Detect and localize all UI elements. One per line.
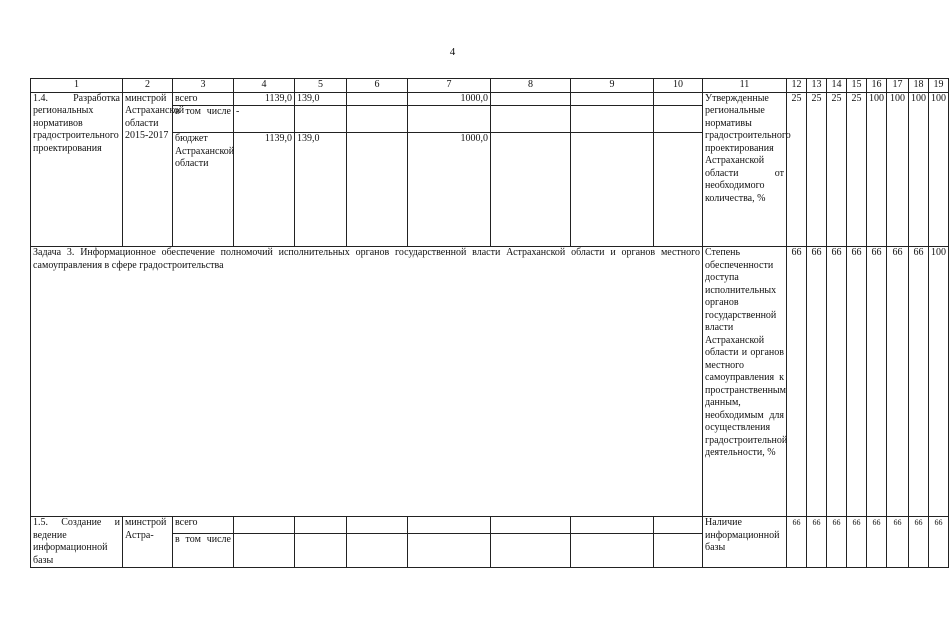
amount-year4-cell bbox=[491, 534, 571, 568]
amount-year4-cell bbox=[491, 92, 571, 106]
table-row bbox=[31, 517, 949, 534]
col-num-9: 9 bbox=[571, 79, 654, 93]
amount-total-cell bbox=[234, 517, 295, 534]
target-cell: 66 bbox=[787, 517, 807, 568]
amount-year5-cell bbox=[571, 106, 654, 133]
amount-year2-cell bbox=[347, 133, 408, 247]
task-row bbox=[31, 247, 949, 517]
amount-year5-cell bbox=[571, 517, 654, 534]
col-num-18: 18 bbox=[909, 79, 929, 93]
target-cell: 66 bbox=[867, 517, 887, 568]
col-num-10: 10 bbox=[654, 79, 703, 93]
funding-source-cell: в том числе bbox=[173, 534, 234, 568]
col-num-1: 1 bbox=[31, 79, 123, 93]
target-cell: 66 bbox=[807, 247, 827, 517]
col-num-5: 5 bbox=[295, 79, 347, 93]
target-cell: 25 bbox=[807, 92, 827, 247]
amount-year6-cell bbox=[654, 534, 703, 568]
amount-total-cell: 1139,0 bbox=[234, 92, 295, 106]
col-num-16: 16 bbox=[867, 79, 887, 93]
target-cell: 100 bbox=[887, 92, 909, 247]
target-cell: 100 bbox=[929, 92, 949, 247]
amount-year4-cell bbox=[491, 133, 571, 247]
task-description-cell: Задача 3. Информационное обеспечение полномочий исполнительных органов государственной власти Астраханской области и органов местного самоуправления в сфере градостроительства bbox=[31, 247, 703, 517]
indicator-cell: Утвержденные региональные нормативы градостроительного проектирования Астраханской области от необходимого количества, % bbox=[703, 92, 787, 247]
target-cell: 66 bbox=[929, 517, 949, 568]
amount-total-cell: 1139,0 bbox=[234, 133, 295, 247]
amount-year3-cell: 1000,0 bbox=[408, 133, 491, 247]
col-num-19: 19 bbox=[929, 79, 949, 93]
amount-year3-cell bbox=[408, 517, 491, 534]
amount-year2-cell bbox=[347, 92, 408, 106]
funding-source-cell: бюджет Астраханской области bbox=[173, 133, 234, 247]
col-num-4: 4 bbox=[234, 79, 295, 93]
target-cell: 66 bbox=[827, 247, 847, 517]
col-num-15: 15 bbox=[847, 79, 867, 93]
amount-year3-cell bbox=[408, 534, 491, 568]
col-num-11: 11 bbox=[703, 79, 787, 93]
col-num-12: 12 bbox=[787, 79, 807, 93]
col-num-3: 3 bbox=[173, 79, 234, 93]
target-cell: 66 bbox=[827, 517, 847, 568]
amount-year6-cell bbox=[654, 106, 703, 133]
amount-year6-cell bbox=[654, 133, 703, 247]
amount-year1-cell: 139,0 bbox=[295, 92, 347, 106]
target-cell: 25 bbox=[787, 92, 807, 247]
activity-name-cell: 1.5. Создание и ведение информационной базы bbox=[31, 517, 123, 568]
amount-year6-cell bbox=[654, 517, 703, 534]
amount-year4-cell bbox=[491, 106, 571, 133]
indicator-cell: Степень обеспеченности доступа исполнительных органов государственной власти Астраханской области и органов местного самоуправления к пространственным данным, необходимым для осуществления градостроительной деятельности, % bbox=[703, 247, 787, 517]
target-cell: 66 bbox=[787, 247, 807, 517]
program-table bbox=[30, 78, 949, 568]
target-cell: 25 bbox=[847, 92, 867, 247]
amount-year1-cell bbox=[295, 517, 347, 534]
col-num-8: 8 bbox=[491, 79, 571, 93]
target-cell: 66 bbox=[909, 517, 929, 568]
amount-total-cell: - bbox=[234, 106, 295, 133]
amount-year4-cell bbox=[491, 517, 571, 534]
funding-source-cell: всего bbox=[173, 92, 234, 106]
target-cell: 66 bbox=[909, 247, 929, 517]
target-cell: 66 bbox=[847, 517, 867, 568]
amount-year3-cell: 1000,0 bbox=[408, 92, 491, 106]
target-cell: 100 bbox=[867, 92, 887, 247]
target-cell: 66 bbox=[847, 247, 867, 517]
column-number-row bbox=[31, 79, 949, 93]
target-cell: 66 bbox=[867, 247, 887, 517]
amount-year2-cell bbox=[347, 106, 408, 133]
amount-year1-cell bbox=[295, 106, 347, 133]
page-number: 4 bbox=[449, 46, 456, 58]
amount-year6-cell bbox=[654, 92, 703, 106]
col-num-7: 7 bbox=[408, 79, 491, 93]
col-num-14: 14 bbox=[827, 79, 847, 93]
col-num-17: 17 bbox=[887, 79, 909, 93]
funding-source-cell: всего bbox=[173, 517, 234, 534]
executor-cell: минстрой Астра- bbox=[123, 517, 173, 568]
col-num-13: 13 bbox=[807, 79, 827, 93]
target-cell: 100 bbox=[929, 247, 949, 517]
col-num-2: 2 bbox=[123, 79, 173, 93]
amount-year3-cell bbox=[408, 106, 491, 133]
amount-year1-cell: 139,0 bbox=[295, 133, 347, 247]
target-cell: 66 bbox=[807, 517, 827, 568]
target-cell: 66 bbox=[887, 247, 909, 517]
amount-year5-cell bbox=[571, 92, 654, 106]
amount-year5-cell bbox=[571, 133, 654, 247]
amount-year1-cell bbox=[295, 534, 347, 568]
amount-year2-cell bbox=[347, 517, 408, 534]
amount-year2-cell bbox=[347, 534, 408, 568]
funding-source-cell: в том числе bbox=[173, 106, 234, 133]
col-num-6: 6 bbox=[347, 79, 408, 93]
target-cell: 25 bbox=[827, 92, 847, 247]
target-cell: 100 bbox=[909, 92, 929, 247]
activity-name-cell: 1.4. Разработка региональных нормативов градостроительного проектирования bbox=[31, 92, 123, 247]
indicator-cell: Наличие информационной базы bbox=[703, 517, 787, 568]
amount-year5-cell bbox=[571, 534, 654, 568]
table-row bbox=[31, 92, 949, 106]
target-cell: 66 bbox=[887, 517, 909, 568]
executor-cell: минстрой Астраханской области 2015-2017 bbox=[123, 92, 173, 247]
amount-total-cell bbox=[234, 534, 295, 568]
